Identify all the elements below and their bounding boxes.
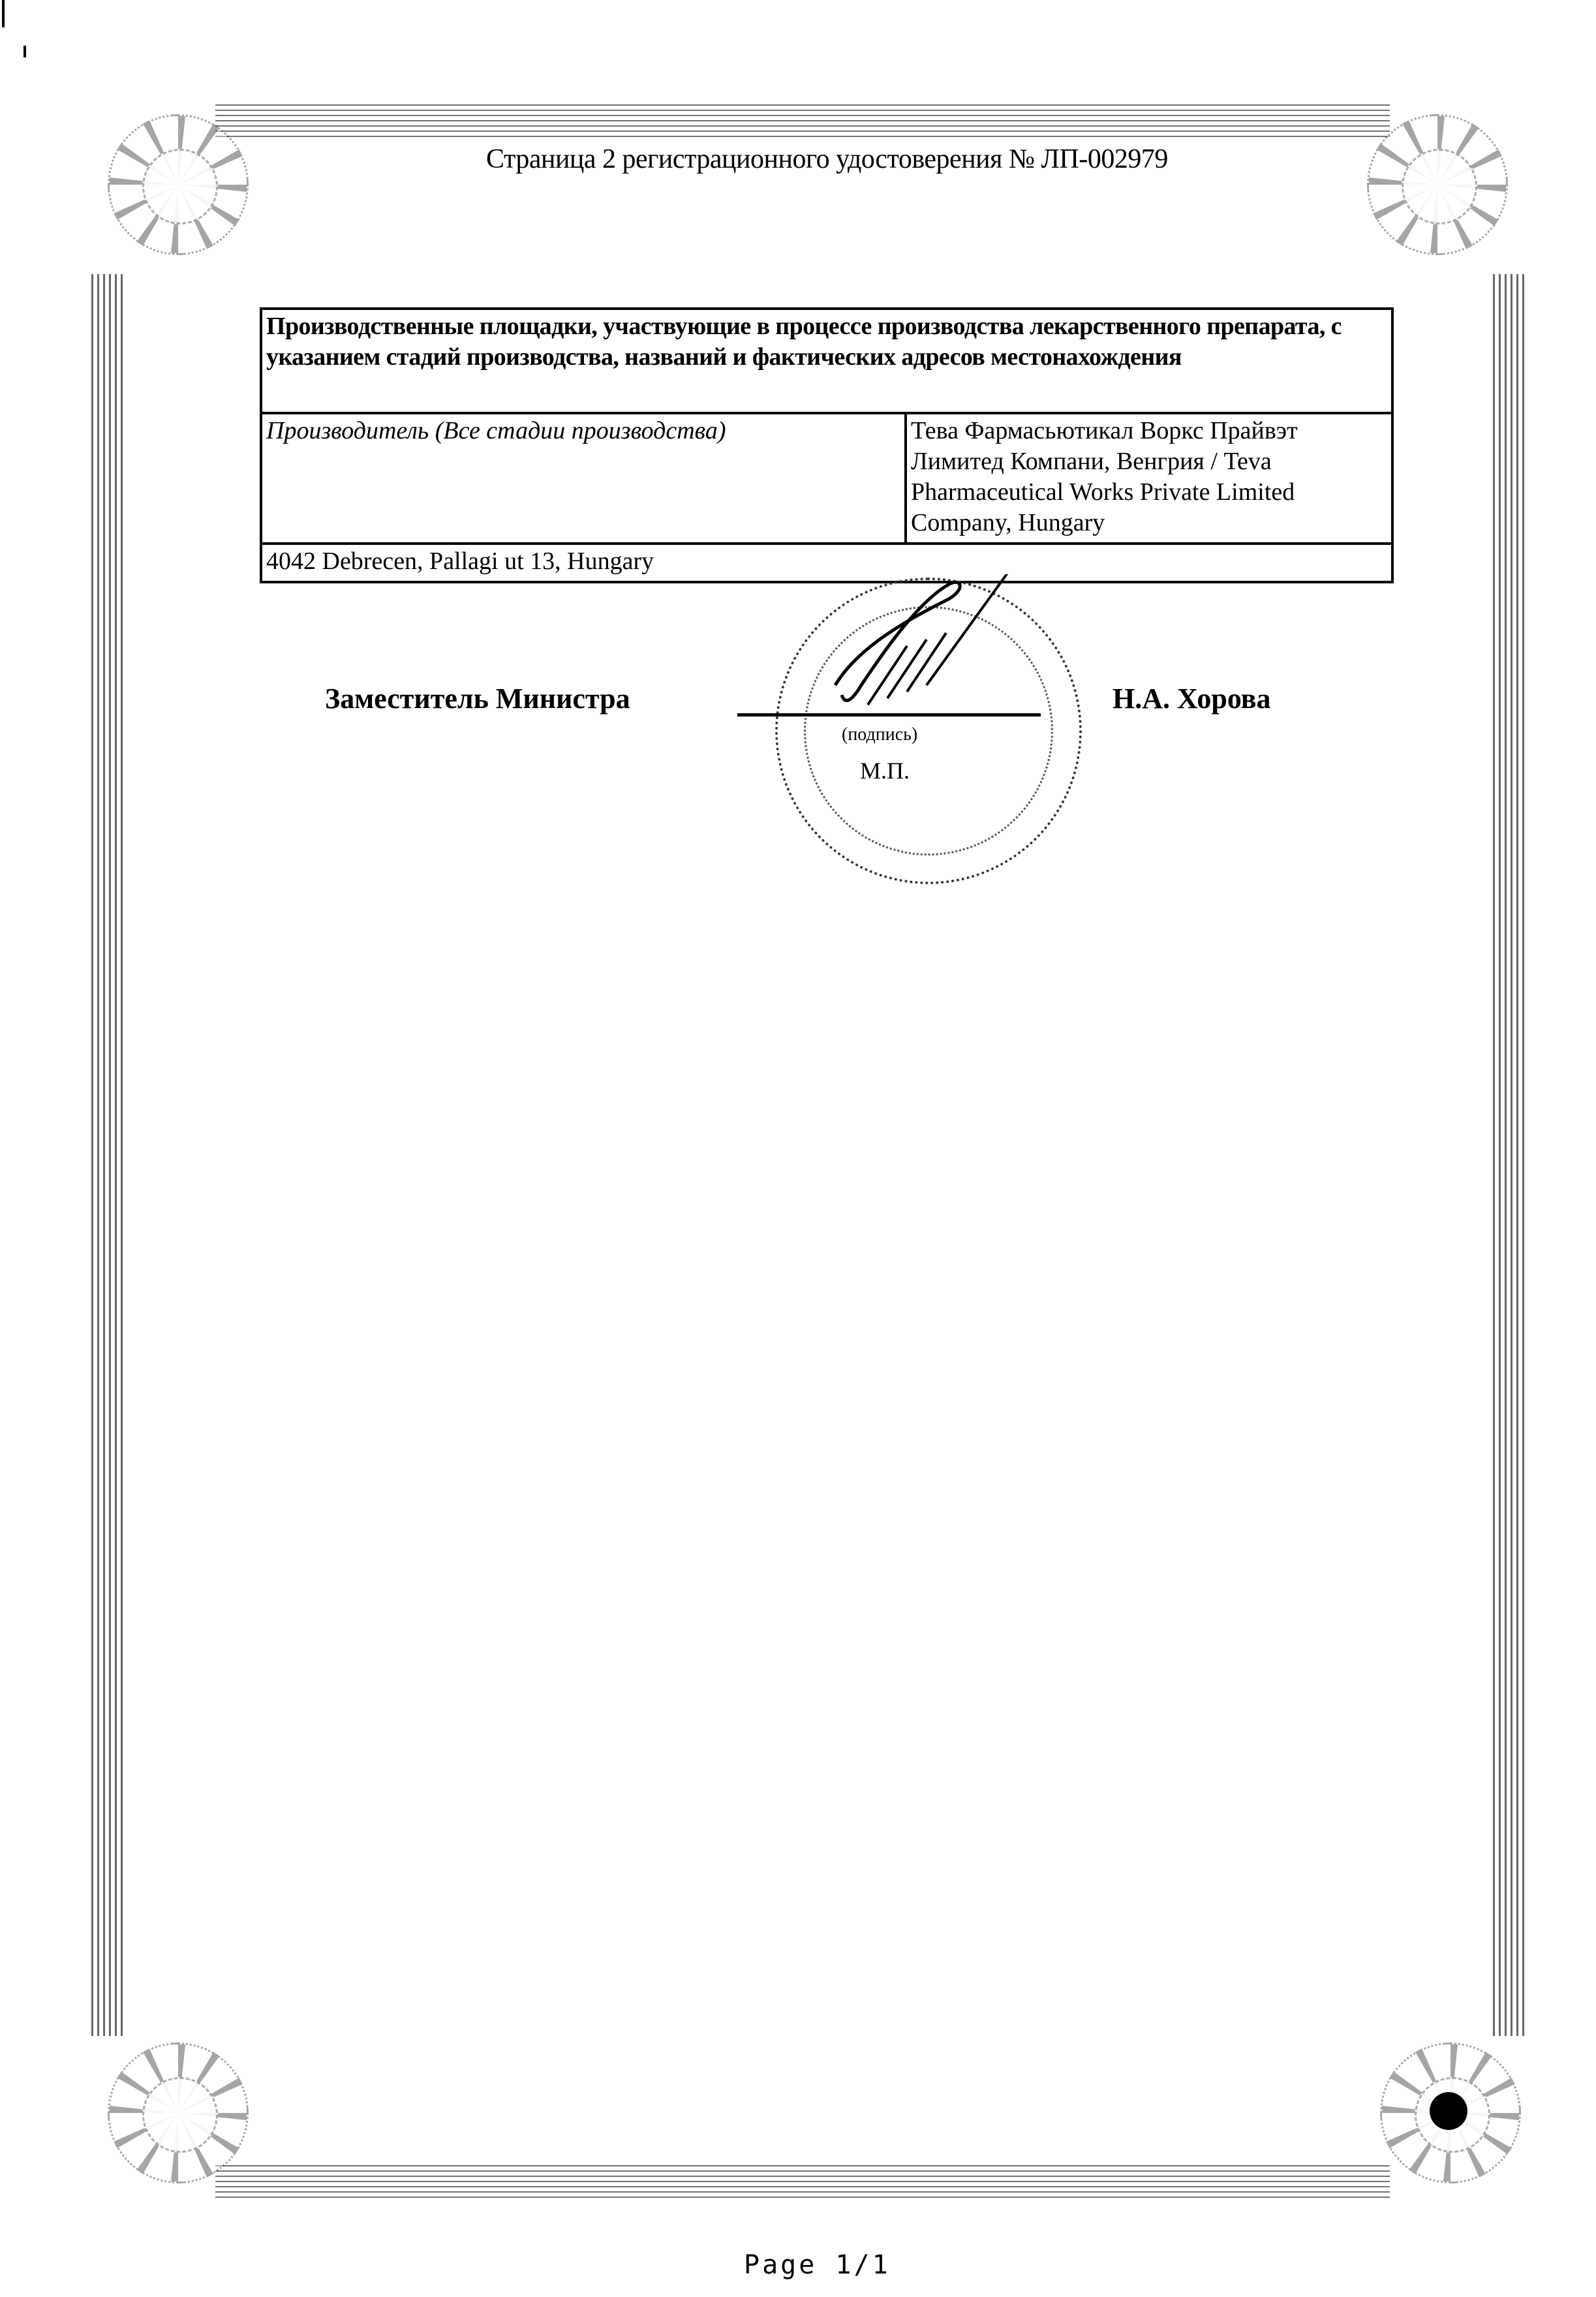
corner-rosette-top-left-icon (108, 114, 249, 255)
page-title: Страница 2 регистрационного удостоверения № ЛП-002979 (486, 144, 1168, 174)
frame-border-right (1493, 274, 1527, 2036)
frame-border-top (215, 104, 1390, 138)
signature-line (737, 713, 1041, 717)
seal-place-mark: М.П. (860, 758, 910, 784)
corner-rosette-bottom-left-icon (108, 2043, 249, 2183)
corner-rosette-top-right-icon (1367, 114, 1508, 255)
signature-caption: (подпись) (842, 724, 918, 745)
signatory-name: Н.А. Хорова (1113, 683, 1271, 715)
punch-hole-dot-icon (1430, 2092, 1467, 2130)
manufacturer-address: 4042 Debrecen, Pallagi ut 13, Hungary (261, 544, 1392, 582)
manufacturer-name: Тева Фармасьютикал Воркс Прайвэт Лимитед Компани, Венгрия / Teva Pharmaceutical Works Private Limited Company, Hungary (906, 413, 1392, 544)
handwritten-signature-icon (816, 574, 1024, 731)
page-number: Page 1/1 (744, 2250, 891, 2280)
scan-speck (0, 0, 33, 65)
manufacturer-stage-label: Производитель (Все стадии производства) (261, 413, 906, 544)
table-header-row (261, 309, 1392, 413)
frame-border-left (91, 274, 125, 2036)
table-header: Производственные площадки, участвующие в процессе производства лекарственного препарата, с указанием стадий производства, названий и фактических адресов местонахождения (261, 309, 1392, 413)
signatory-role: Заместитель Министра (325, 683, 630, 715)
table-row (261, 413, 1392, 544)
frame-border-bottom (215, 2165, 1390, 2199)
production-sites-table (260, 307, 1394, 583)
